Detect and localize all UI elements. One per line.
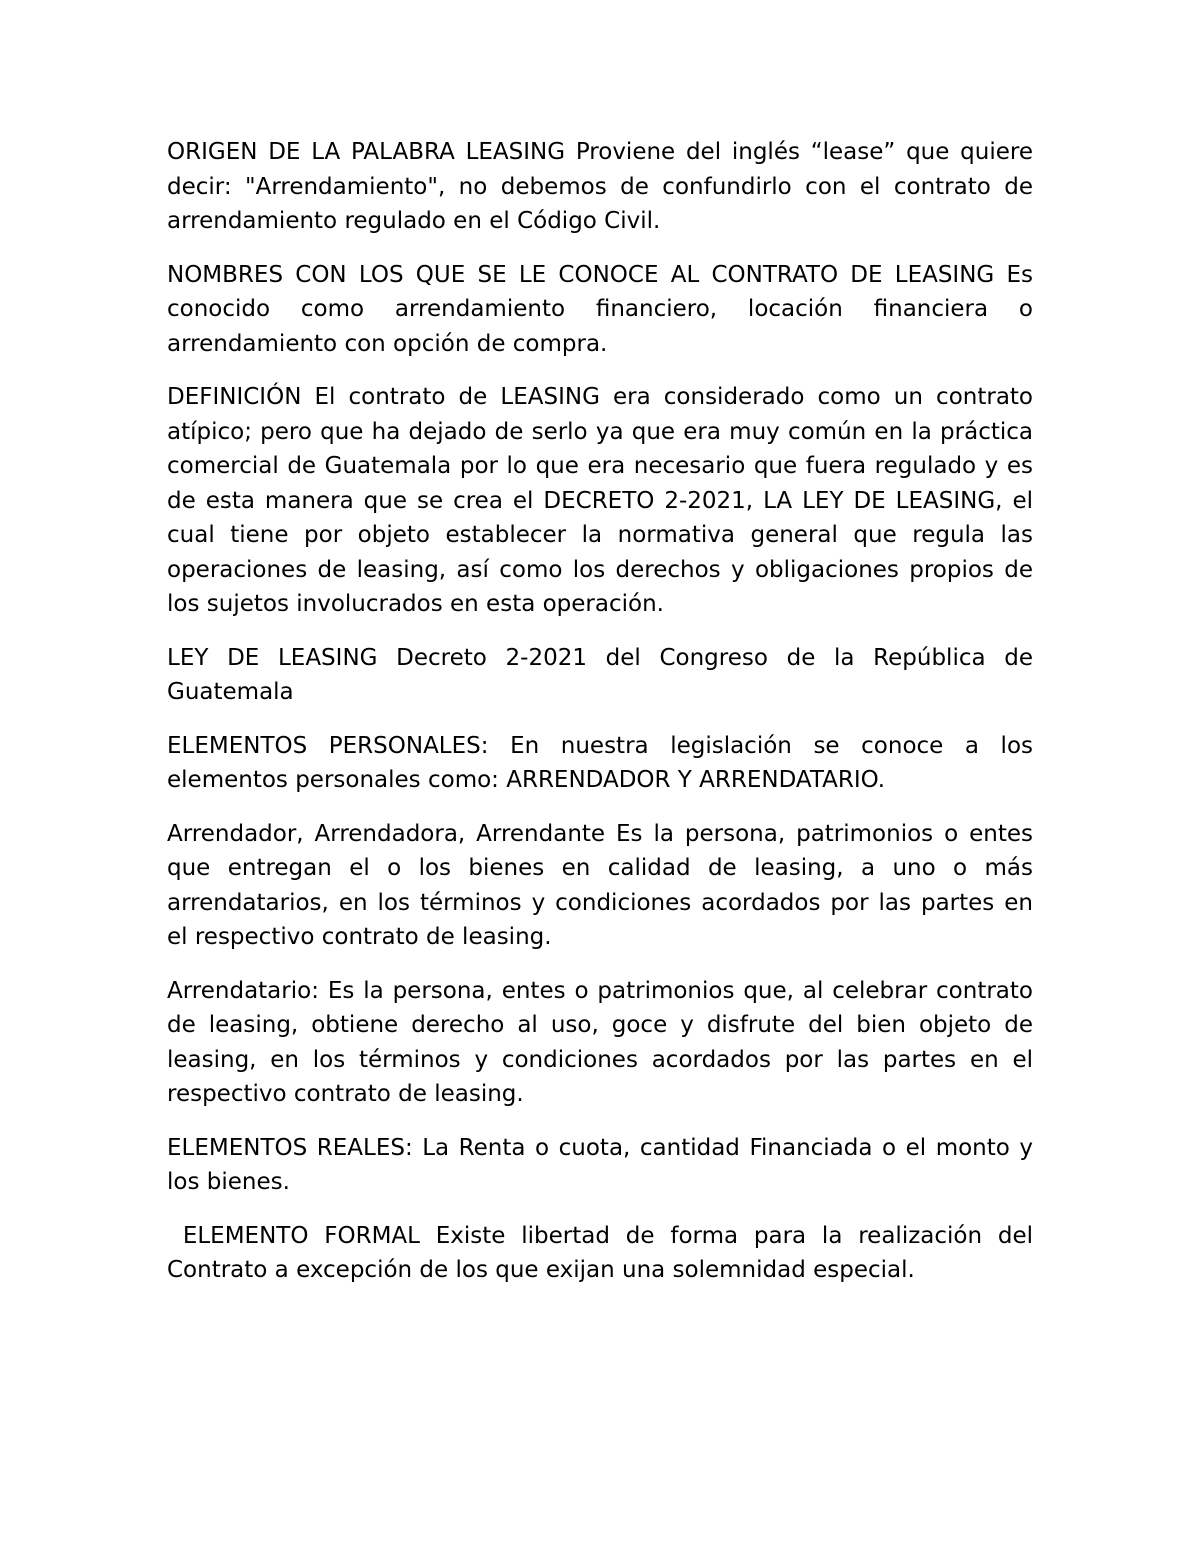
paragraph-ley: LEY DE LEASING Decreto 2-2021 del Congreso de la República de Guatemala [167, 644, 1033, 705]
paragraph-origen: ORIGEN DE LA PALABRA LEASING Proviene del inglés “lease” que quiere decir: "Arrendamiento", no debemos de confundirlo con el contrato de arrendamiento regulado en el Código Civil. [167, 139, 1033, 234]
document-body [167, 135, 1041, 1307]
paragraph-arrendador: Arrendador, Arrendadora, Arrendante Es la persona, patrimonios o entes que entregan el o los bienes en calidad de leasing, a uno o más arrendatarios, en los términos y condiciones acordados por las partes en el respectivo contrato de leasing. [167, 820, 1033, 950]
paragraph-nombres: NOMBRES CON LOS QUE SE LE CONOCE AL CONTRATO DE LEASING Es conocido como arrendamiento financiero, locación financiera o arrendamiento con opción de compra. [167, 261, 1033, 357]
paragraph-elemento-formal: ELEMENTO FORMAL Existe libertad de forma para la realización del Contrato a excepción de los que exijan una solemnidad especial. [167, 1222, 1041, 1283]
paragraph-arrendatario: Arrendatario: Es la persona, entes o patrimonios que, al celebrar contrato de leasing, obtiene derecho al uso, goce y disfrute del bien objeto de leasing, en los términos y condiciones acordados por las partes en el respectivo contrato de leasing. [167, 977, 1033, 1107]
paragraph-elementos-personales: ELEMENTOS PERSONALES: En nuestra legislación se conoce a los elementos personales como: ARRENDADOR Y ARRENDATARIO. [167, 732, 1033, 793]
paragraph-definicion: DEFINICIÓN El contrato de LEASING era considerado como un contrato atípico; pero que ha dejado de serlo ya que era muy común en la práctica comercial de Guatemala por lo que era necesario que fuera regulado y es de esta manera que se crea el DECRETO 2-2021, LA LEY DE LEASING, el cual tiene por objeto establecer la normativa general que regula las operaciones de leasing, así como los derechos y obligaciones propios de los sujetos involucrados en esta operación. [167, 384, 1033, 617]
paragraph-elementos-reales: ELEMENTOS REALES: La Renta o cuota, cantidad Financiada o el monto y los bienes. [167, 1134, 1033, 1195]
